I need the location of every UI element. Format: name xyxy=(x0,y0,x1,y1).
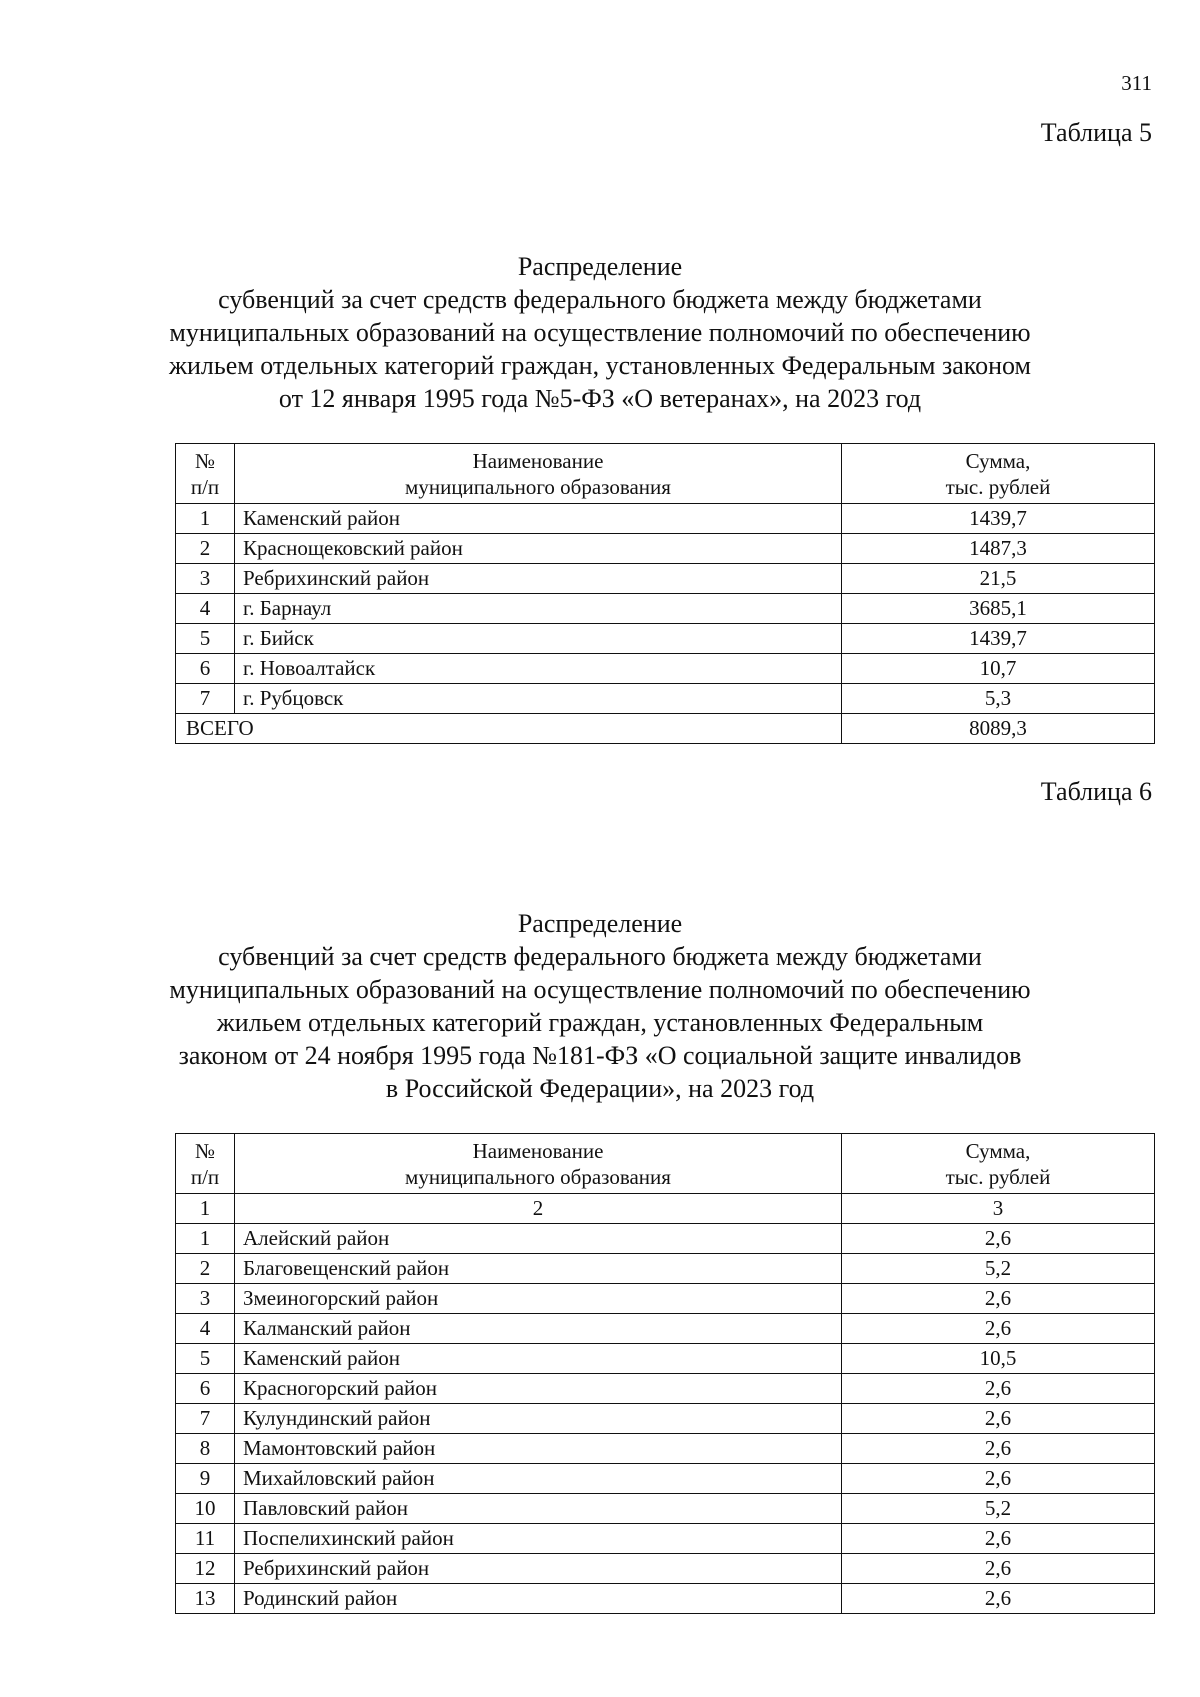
row-name: Ребрихинский район xyxy=(235,564,842,594)
heading-line: жильем отдельных категорий граждан, установленных Федеральным законом xyxy=(169,351,1031,380)
row-sum: 5,3 xyxy=(842,684,1155,714)
table-5-heading xyxy=(150,250,1050,415)
table-row xyxy=(176,1254,1155,1284)
row-sum: 1439,7 xyxy=(842,624,1155,654)
row-num: 12 xyxy=(176,1554,235,1584)
row-name: Михайловский район xyxy=(235,1464,842,1494)
row-sum: 10,5 xyxy=(842,1344,1155,1374)
row-name: Каменский район xyxy=(235,504,842,534)
table-row xyxy=(176,534,1155,564)
row-num: 8 xyxy=(176,1434,235,1464)
row-name: Красногорский район xyxy=(235,1374,842,1404)
row-num: 3 xyxy=(176,1284,235,1314)
table-6 xyxy=(175,1133,1155,1614)
row-name: Поспелихинский район xyxy=(235,1524,842,1554)
table-6-heading xyxy=(150,907,1050,1105)
header-num-line2: п/п xyxy=(190,1165,220,1189)
row-sum: 21,5 xyxy=(842,564,1155,594)
row-name: г. Рубцовск xyxy=(235,684,842,714)
column-number: 1 xyxy=(176,1194,235,1224)
heading-line: субвенций за счет средств федерального бюджета между бюджетами xyxy=(218,285,982,314)
row-sum: 1439,7 xyxy=(842,504,1155,534)
row-num: 2 xyxy=(176,1254,235,1284)
header-name-line1: Наименование xyxy=(472,1139,604,1163)
header-name xyxy=(235,1134,842,1194)
row-sum: 2,6 xyxy=(842,1284,1155,1314)
row-num: 2 xyxy=(176,534,235,564)
column-number-row xyxy=(176,1194,1155,1224)
table-row xyxy=(176,1344,1155,1374)
column-number: 3 xyxy=(842,1194,1155,1224)
row-num: 4 xyxy=(176,594,235,624)
header-num-line2: п/п xyxy=(190,475,220,499)
row-sum: 2,6 xyxy=(842,1524,1155,1554)
table-row xyxy=(176,1374,1155,1404)
row-sum: 5,2 xyxy=(842,1494,1155,1524)
row-sum: 2,6 xyxy=(842,1464,1155,1494)
table-row xyxy=(176,654,1155,684)
row-sum: 1487,3 xyxy=(842,534,1155,564)
table-total-row xyxy=(176,714,1155,744)
row-name: Мамонтовский район xyxy=(235,1434,842,1464)
row-name: Благовещенский район xyxy=(235,1254,842,1284)
row-num: 7 xyxy=(176,1404,235,1434)
row-num: 3 xyxy=(176,564,235,594)
row-num: 5 xyxy=(176,624,235,654)
row-name: г. Бийск xyxy=(235,624,842,654)
table-row xyxy=(176,624,1155,654)
row-num: 5 xyxy=(176,1344,235,1374)
header-name-line2: муниципального образования xyxy=(405,475,671,499)
row-sum: 10,7 xyxy=(842,654,1155,684)
heading-line: в Российской Федерации», на 2023 год xyxy=(385,1074,815,1103)
row-sum: 3685,1 xyxy=(842,594,1155,624)
row-num: 1 xyxy=(176,504,235,534)
row-num: 4 xyxy=(176,1314,235,1344)
heading-line: законом от 24 ноября 1995 года №181-ФЗ «О социальной защите инвалидов xyxy=(178,1041,1022,1070)
table-row xyxy=(176,1404,1155,1434)
header-sum-line2: тыс. рублей xyxy=(945,475,1051,499)
row-name: Родинский район xyxy=(235,1584,842,1614)
row-num: 1 xyxy=(176,1224,235,1254)
header-name-line1: Наименование xyxy=(472,449,604,473)
header-sum-line2: тыс. рублей xyxy=(945,1165,1051,1189)
row-name: Кулундинский район xyxy=(235,1404,842,1434)
row-num: 7 xyxy=(176,684,235,714)
header-name-line2: муниципального образования xyxy=(405,1165,671,1189)
row-sum: 2,6 xyxy=(842,1584,1155,1614)
row-num: 13 xyxy=(176,1584,235,1614)
column-number: 2 xyxy=(235,1194,842,1224)
table-row xyxy=(176,1314,1155,1344)
table-row xyxy=(176,1494,1155,1524)
heading-line: Распределение xyxy=(517,909,683,938)
row-num: 6 xyxy=(176,654,235,684)
heading-line: муниципальных образований на осуществление полномочий по обеспечению xyxy=(169,975,1031,1004)
table-6-label: Таблица 6 xyxy=(1040,777,1152,806)
table-row xyxy=(176,1554,1155,1584)
table-row xyxy=(176,594,1155,624)
row-num: 11 xyxy=(176,1524,235,1554)
row-name: Змеиногорский район xyxy=(235,1284,842,1314)
row-name: Ребрихинский район xyxy=(235,1554,842,1584)
table-header-row xyxy=(176,1134,1155,1194)
table-row xyxy=(176,564,1155,594)
row-name: г. Барнаул xyxy=(235,594,842,624)
row-sum: 2,6 xyxy=(842,1404,1155,1434)
row-name: Краснощековский район xyxy=(235,534,842,564)
table-row xyxy=(176,1284,1155,1314)
header-sum-line1: Сумма, xyxy=(965,1139,1031,1163)
row-sum: 2,6 xyxy=(842,1374,1155,1404)
table-row xyxy=(176,1584,1155,1614)
row-sum: 2,6 xyxy=(842,1314,1155,1344)
header-sum xyxy=(842,444,1155,504)
total-label: ВСЕГО xyxy=(176,714,842,744)
heading-line: от 12 января 1995 года №5-ФЗ «О ветеранах», на 2023 год xyxy=(278,384,922,413)
row-name: Алейский район xyxy=(235,1224,842,1254)
table-row xyxy=(176,684,1155,714)
table-row xyxy=(176,1434,1155,1464)
header-sum xyxy=(842,1134,1155,1194)
row-sum: 5,2 xyxy=(842,1254,1155,1284)
row-name: г. Новоалтайск xyxy=(235,654,842,684)
heading-line: субвенций за счет средств федерального бюджета между бюджетами xyxy=(218,942,982,971)
header-num xyxy=(176,1134,235,1194)
table-row xyxy=(176,1524,1155,1554)
row-num: 10 xyxy=(176,1494,235,1524)
header-sum-line1: Сумма, xyxy=(965,449,1031,473)
table-row xyxy=(176,504,1155,534)
table-5-label: Таблица 5 xyxy=(1040,118,1152,147)
table-row xyxy=(176,1224,1155,1254)
table-header-row xyxy=(176,444,1155,504)
row-name: Павловский район xyxy=(235,1494,842,1524)
header-num-line1: № xyxy=(194,1139,216,1163)
table-row xyxy=(176,1464,1155,1494)
row-sum: 2,6 xyxy=(842,1434,1155,1464)
page-number: 311 xyxy=(1121,71,1152,95)
header-num xyxy=(176,444,235,504)
row-sum: 2,6 xyxy=(842,1224,1155,1254)
heading-line: муниципальных образований на осуществление полномочий по обеспечению xyxy=(169,318,1031,347)
total-sum: 8089,3 xyxy=(842,714,1155,744)
heading-line: Распределение xyxy=(517,252,683,281)
row-sum: 2,6 xyxy=(842,1554,1155,1584)
row-num: 9 xyxy=(176,1464,235,1494)
row-name: Калманский район xyxy=(235,1314,842,1344)
heading-line: жильем отдельных категорий граждан, установленных Федеральным xyxy=(216,1008,984,1037)
table-5 xyxy=(175,443,1155,744)
row-name: Каменский район xyxy=(235,1344,842,1374)
row-num: 6 xyxy=(176,1374,235,1404)
header-num-line1: № xyxy=(194,449,216,473)
header-name xyxy=(235,444,842,504)
